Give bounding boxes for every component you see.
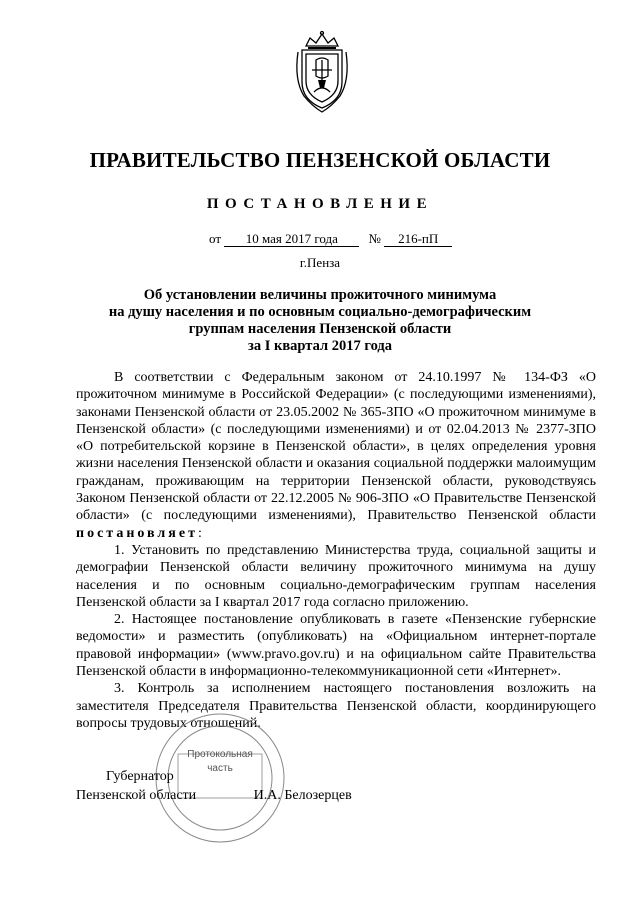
signature-block [76,767,352,805]
document-body [76,369,596,732]
document-number: 216-пП [384,232,452,247]
decree-colon: : [197,525,202,541]
preamble-text: В соответствии с Федеральным законом от 24.10.1997 № 134-ФЗ «О прожиточном минимуме в Российской Федерации» (с последующими изменениями), законами Пензенской области от 23.05.2002 № 365-ЗПО «О прожиточном минимуме в Пензенской области» (с последующими изменениями) и от 02.04.2013 № 2377-ЗПО «О потребительской корзине в Пензенской области», в целях определения уровня жизни населения Пензенской области и оказания социальной поддержки малоимущим гражданам, проживающим на территории Пензенской области, руководствуясь Законом Пензенской области от 22.12.2005 № 906-ЗПО «О Правительстве Пензенской области» (с последующими изменениями), Правительство Пензенской области [76,370,596,524]
date-number-line [209,231,452,247]
date-prefix: от [209,231,222,246]
document-type: ПОСТАНОВЛЕНИЕ [206,196,434,212]
city: г.Пенза [299,255,341,270]
item-paragraph: 3. Контроль за исполнением настоящего постановления возложить на заместителя Председателя Правительства Пензенской области, координирующего вопросы трудовых отношений. [76,681,596,731]
stamp-line: Протокольная [187,749,253,760]
preamble-paragraph [76,369,596,542]
coat-of-arms-icon [292,30,352,114]
number-prefix: № [368,231,381,246]
signatory-region: Пензенской области [76,788,197,803]
signatory-title: Губернатор [106,769,174,784]
item-paragraph: 2. Настоящее постановление опубликовать в газете «Пензенские губернские ведомости» и разместить (опубликовать) на «Официальном интернет-портале правовой информации» (www.pravo.gov.ru) и на официальном сайте Правительства Пензенской области в информационно-телекоммуникационной сети «Интернет». [76,612,596,680]
subject-line: группам населения Пензенской области [188,321,452,337]
subject-line: за I квартал 2017 года [248,338,392,354]
subject-line: Об установлении величины прожиточного минимума [143,287,497,303]
stamp-line: часть [207,763,233,774]
document-date: 10 мая 2017 года [224,232,359,247]
document-subject [60,287,580,355]
subject-line: на душу населения и по основным социально-демографическим [108,304,532,320]
signatory-title-line2 [76,786,352,805]
government-title: ПРАВИТЕЛЬСТВО ПЕНЗЕНСКОЙ ОБЛАСТИ [89,148,551,172]
signatory-name: И.А. Белозерцев [253,788,352,803]
item-paragraph: 1. Установить по представлению Министерства труда, социальной защиты и демографии Пензенской области величину прожиточного минимума на душу населения и по основным социально-демографическим группам населения Пензенской области за I квартал 2017 года согласно приложению. [76,542,596,610]
decree-word: постановляет [76,525,198,541]
